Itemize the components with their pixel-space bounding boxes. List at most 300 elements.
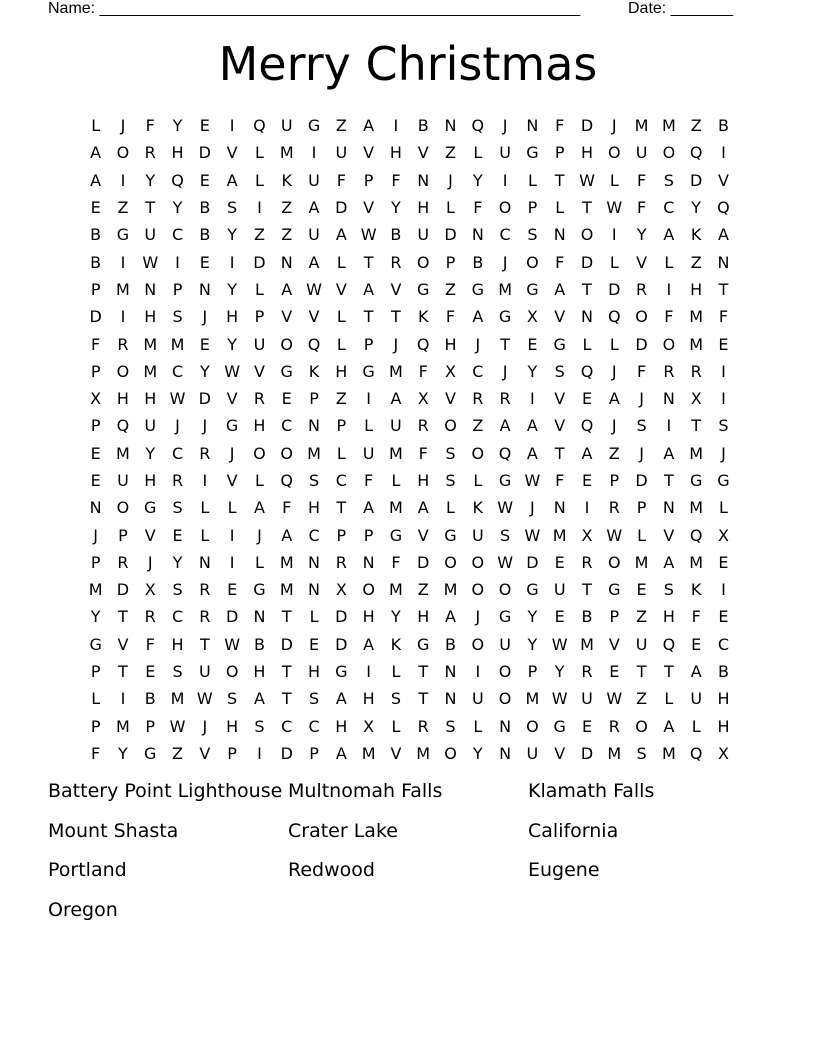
grid-letter[interactable]: T: [582, 580, 592, 600]
grid-letter[interactable]: V: [417, 525, 429, 545]
grid-letter[interactable]: B: [717, 662, 729, 682]
grid-letter[interactable]: H: [580, 143, 593, 163]
grid-letter[interactable]: H: [417, 471, 430, 490]
grid-letter[interactable]: W: [196, 689, 213, 709]
grid-letter[interactable]: Q: [471, 116, 485, 136]
grid-letter[interactable]: M: [389, 580, 403, 600]
grid-letter[interactable]: M: [416, 743, 431, 763]
grid-letter[interactable]: E: [199, 170, 210, 190]
grid-letter[interactable]: N: [198, 552, 211, 572]
grid-letter[interactable]: I: [229, 116, 235, 136]
grid-letter[interactable]: L: [719, 498, 728, 518]
grid-letter[interactable]: I: [666, 279, 672, 299]
grid-letter[interactable]: A: [663, 443, 675, 463]
grid-letter[interactable]: S: [254, 716, 265, 736]
grid-letter[interactable]: N: [471, 225, 484, 245]
grid-letter[interactable]: U: [499, 143, 511, 163]
grid-letter[interactable]: S: [718, 416, 729, 436]
grid-letter[interactable]: M: [661, 116, 676, 136]
grid-letter[interactable]: R: [199, 580, 211, 600]
grid-letter[interactable]: P: [527, 198, 538, 218]
grid-letter[interactable]: L: [609, 252, 619, 272]
grid-letter[interactable]: G: [526, 143, 539, 163]
grid-letter[interactable]: A: [308, 252, 320, 272]
grid-letter[interactable]: E: [691, 634, 702, 654]
grid-letter[interactable]: P: [145, 716, 156, 736]
grid-letter[interactable]: U: [635, 143, 648, 163]
grid-letter[interactable]: Y: [472, 743, 483, 763]
grid-letter[interactable]: M: [634, 116, 649, 136]
grid-letter[interactable]: T: [281, 607, 292, 627]
grid-letter[interactable]: T: [418, 689, 429, 709]
grid-letter[interactable]: E: [609, 662, 620, 682]
grid-letter[interactable]: R: [199, 443, 211, 463]
grid-letter[interactable]: E: [145, 662, 156, 682]
grid-letter[interactable]: L: [200, 525, 210, 545]
grid-letter[interactable]: I: [202, 471, 208, 490]
grid-letter[interactable]: C: [472, 361, 484, 381]
grid-letter[interactable]: G: [335, 662, 348, 682]
grid-letter[interactable]: T: [118, 607, 128, 627]
grid-letter[interactable]: K: [690, 225, 702, 245]
grid-letter[interactable]: A: [281, 279, 293, 299]
grid-letter[interactable]: A: [335, 743, 347, 763]
grid-letter[interactable]: F: [636, 198, 647, 218]
grid-letter[interactable]: S: [227, 198, 238, 218]
grid-letter[interactable]: H: [690, 279, 703, 299]
grid-letter[interactable]: J: [530, 498, 535, 518]
grid-letter[interactable]: U: [335, 143, 348, 163]
grid-letter[interactable]: R: [117, 552, 129, 572]
grid-letter[interactable]: V: [226, 389, 238, 409]
grid-letter[interactable]: Z: [690, 252, 702, 272]
grid-letter[interactable]: Y: [145, 443, 156, 463]
grid-letter[interactable]: P: [309, 389, 319, 409]
grid-letter[interactable]: D: [335, 607, 348, 627]
grid-letter[interactable]: A: [690, 662, 702, 682]
grid-letter[interactable]: U: [117, 471, 129, 490]
grid-letter[interactable]: P: [609, 471, 620, 490]
grid-letter[interactable]: W: [169, 716, 186, 736]
grid-letter[interactable]: W: [551, 689, 568, 709]
grid-letter[interactable]: A: [281, 525, 293, 545]
grid-letter[interactable]: Q: [717, 198, 730, 218]
grid-letter[interactable]: N: [499, 716, 512, 736]
grid-letter[interactable]: H: [226, 307, 239, 327]
grid-letter[interactable]: B: [445, 634, 456, 654]
grid-letter[interactable]: G: [417, 279, 430, 299]
grid-letter[interactable]: T: [554, 170, 565, 190]
grid-letter[interactable]: Z: [445, 279, 456, 299]
grid-letter[interactable]: I: [502, 170, 508, 190]
grid-letter[interactable]: J: [120, 116, 126, 136]
grid-letter[interactable]: S: [172, 662, 183, 682]
grid-letter[interactable]: O: [498, 580, 512, 600]
grid-letter[interactable]: R: [417, 716, 429, 736]
grid-letter[interactable]: F: [145, 634, 155, 654]
grid-letter[interactable]: D: [608, 279, 621, 299]
grid-letter[interactable]: W: [606, 689, 623, 709]
grid-letter[interactable]: O: [116, 361, 130, 381]
grid-letter[interactable]: O: [225, 662, 239, 682]
grid-letter[interactable]: Y: [172, 198, 183, 218]
grid-letter[interactable]: T: [718, 279, 729, 299]
grid-letter[interactable]: V: [335, 279, 347, 299]
grid-letter[interactable]: X: [417, 389, 429, 409]
grid-letter[interactable]: P: [554, 143, 565, 163]
grid-letter[interactable]: O: [116, 498, 130, 518]
grid-letter[interactable]: I: [229, 525, 235, 545]
grid-letter[interactable]: N: [89, 498, 102, 518]
grid-letter[interactable]: A: [499, 416, 511, 436]
grid-letter[interactable]: O: [471, 580, 485, 600]
grid-letter[interactable]: R: [581, 552, 593, 572]
grid-letter[interactable]: L: [609, 334, 619, 354]
grid-letter[interactable]: I: [257, 743, 262, 763]
grid-letter[interactable]: F: [636, 170, 647, 190]
grid-letter[interactable]: D: [280, 634, 293, 654]
grid-letter[interactable]: W: [497, 552, 514, 572]
grid-letter[interactable]: S: [308, 689, 320, 709]
grid-letter[interactable]: F: [364, 471, 374, 490]
grid-letter[interactable]: G: [608, 580, 621, 600]
grid-letter[interactable]: I: [120, 307, 126, 327]
grid-letter[interactable]: F: [636, 361, 647, 381]
grid-letter[interactable]: Z: [608, 443, 620, 463]
grid-letter[interactable]: L: [227, 498, 237, 518]
grid-letter[interactable]: D: [253, 252, 266, 272]
grid-letter[interactable]: Q: [171, 170, 184, 190]
grid-letter[interactable]: V: [445, 389, 456, 409]
grid-letter[interactable]: O: [471, 443, 485, 463]
grid-letter[interactable]: N: [499, 743, 512, 763]
grid-letter[interactable]: R: [144, 143, 156, 163]
grid-letter[interactable]: S: [390, 689, 401, 709]
grid-letter[interactable]: I: [311, 143, 317, 163]
grid-letter[interactable]: L: [446, 198, 455, 218]
grid-letter[interactable]: G: [498, 307, 512, 327]
grid-letter[interactable]: I: [721, 580, 726, 600]
grid-letter[interactable]: L: [200, 498, 210, 518]
grid-letter[interactable]: T: [363, 252, 374, 272]
grid-letter[interactable]: S: [445, 716, 456, 736]
grid-letter[interactable]: U: [308, 170, 320, 190]
grid-letter[interactable]: F: [555, 252, 565, 272]
grid-letter[interactable]: H: [717, 716, 730, 736]
grid-letter[interactable]: H: [662, 607, 675, 627]
grid-letter[interactable]: N: [308, 580, 320, 600]
grid-letter[interactable]: Q: [253, 116, 266, 136]
grid-letter[interactable]: R: [608, 716, 620, 736]
grid-letter[interactable]: F: [691, 607, 701, 627]
grid-letter[interactable]: M: [116, 279, 130, 299]
grid-letter[interactable]: W: [306, 279, 322, 299]
grid-letter[interactable]: J: [721, 443, 726, 463]
grid-letter[interactable]: W: [142, 252, 159, 272]
grid-letter[interactable]: S: [554, 361, 565, 381]
grid-letter[interactable]: W: [169, 389, 186, 409]
grid-letter[interactable]: J: [639, 443, 644, 463]
grid-letter[interactable]: D: [690, 170, 703, 190]
grid-letter[interactable]: V: [363, 198, 375, 218]
grid-letter[interactable]: A: [445, 607, 456, 627]
grid-letter[interactable]: R: [608, 498, 620, 518]
grid-letter[interactable]: Q: [580, 361, 594, 381]
grid-letter[interactable]: W: [360, 225, 377, 245]
grid-letter[interactable]: V: [554, 416, 566, 436]
grid-letter[interactable]: H: [171, 143, 184, 163]
grid-letter[interactable]: V: [281, 307, 293, 327]
grid-letter[interactable]: T: [336, 498, 347, 518]
grid-letter[interactable]: T: [281, 689, 292, 709]
grid-letter[interactable]: T: [582, 198, 592, 218]
grid-letter[interactable]: L: [473, 716, 483, 736]
grid-letter[interactable]: O: [116, 143, 130, 163]
grid-letter[interactable]: O: [526, 716, 539, 736]
grid-letter[interactable]: X: [717, 525, 729, 545]
grid-letter[interactable]: Y: [118, 743, 128, 763]
grid-letter[interactable]: R: [499, 389, 511, 409]
grid-letter[interactable]: C: [335, 471, 347, 490]
grid-letter[interactable]: K: [472, 498, 484, 518]
grid-letter[interactable]: T: [281, 662, 292, 682]
grid-letter[interactable]: E: [636, 580, 647, 600]
grid-letter[interactable]: Q: [689, 525, 703, 545]
grid-letter[interactable]: E: [281, 389, 292, 409]
grid-letter[interactable]: D: [580, 116, 594, 136]
grid-letter[interactable]: S: [308, 471, 320, 490]
grid-letter[interactable]: U: [635, 634, 648, 654]
grid-letter[interactable]: M: [661, 743, 676, 763]
grid-letter[interactable]: L: [336, 307, 346, 327]
grid-letter[interactable]: Y: [391, 607, 401, 627]
grid-letter[interactable]: J: [393, 334, 399, 354]
grid-letter[interactable]: O: [362, 580, 375, 600]
grid-letter[interactable]: M: [580, 634, 594, 654]
grid-letter[interactable]: M: [143, 334, 158, 354]
grid-letter[interactable]: H: [144, 471, 157, 490]
grid-letter[interactable]: Z: [253, 225, 265, 245]
grid-letter[interactable]: I: [120, 252, 126, 272]
grid-letter[interactable]: J: [147, 552, 153, 572]
grid-letter[interactable]: O: [280, 334, 294, 354]
grid-letter[interactable]: M: [116, 716, 130, 736]
grid-letter[interactable]: F: [336, 170, 346, 190]
grid-letter[interactable]: A: [526, 416, 538, 436]
grid-letter[interactable]: Y: [472, 170, 483, 190]
grid-letter[interactable]: V: [554, 389, 566, 409]
grid-letter[interactable]: X: [690, 389, 702, 409]
grid-letter[interactable]: P: [363, 170, 374, 190]
grid-letter[interactable]: H: [717, 689, 730, 709]
grid-letter[interactable]: O: [444, 552, 457, 572]
grid-letter[interactable]: S: [445, 443, 456, 463]
grid-letter[interactable]: M: [307, 443, 321, 463]
grid-letter[interactable]: D: [444, 225, 457, 245]
grid-letter[interactable]: F: [391, 170, 401, 190]
grid-letter[interactable]: J: [502, 252, 508, 272]
grid-letter[interactable]: J: [475, 607, 481, 627]
grid-letter[interactable]: F: [418, 443, 428, 463]
grid-letter[interactable]: Q: [416, 334, 430, 354]
grid-letter[interactable]: Y: [391, 198, 401, 218]
grid-letter[interactable]: M: [689, 307, 704, 327]
grid-letter[interactable]: A: [472, 307, 484, 327]
grid-letter[interactable]: Z: [636, 689, 648, 709]
grid-letter[interactable]: Q: [662, 634, 676, 654]
grid-letter[interactable]: I: [229, 552, 235, 572]
grid-letter[interactable]: Z: [335, 116, 347, 136]
grid-letter[interactable]: D: [116, 580, 130, 600]
grid-letter[interactable]: U: [144, 416, 157, 436]
grid-letter[interactable]: B: [144, 689, 156, 709]
grid-letter[interactable]: J: [175, 416, 180, 436]
grid-letter[interactable]: L: [254, 279, 264, 299]
grid-letter[interactable]: I: [721, 361, 726, 381]
grid-letter[interactable]: G: [225, 416, 239, 436]
grid-letter[interactable]: G: [471, 279, 484, 299]
grid-letter[interactable]: E: [199, 116, 210, 136]
grid-letter[interactable]: N: [581, 307, 593, 327]
grid-letter[interactable]: W: [579, 170, 595, 190]
grid-letter[interactable]: H: [116, 389, 129, 409]
grid-letter[interactable]: G: [553, 716, 566, 736]
grid-letter[interactable]: N: [662, 498, 675, 518]
grid-letter[interactable]: X: [581, 525, 593, 545]
grid-letter[interactable]: X: [445, 361, 456, 381]
grid-letter[interactable]: A: [663, 716, 675, 736]
grid-letter[interactable]: S: [172, 498, 183, 518]
grid-letter[interactable]: Y: [636, 225, 647, 245]
grid-letter[interactable]: U: [198, 662, 211, 682]
grid-letter[interactable]: B: [199, 198, 211, 218]
grid-letter[interactable]: A: [663, 225, 675, 245]
grid-letter[interactable]: P: [363, 525, 374, 545]
grid-letter[interactable]: Z: [690, 116, 702, 136]
grid-letter[interactable]: N: [417, 170, 430, 190]
grid-letter[interactable]: L: [336, 334, 346, 354]
grid-letter[interactable]: S: [227, 689, 238, 709]
grid-letter[interactable]: H: [144, 389, 157, 409]
grid-letter[interactable]: Y: [145, 170, 156, 190]
grid-letter[interactable]: P: [90, 361, 101, 381]
grid-letter[interactable]: C: [171, 225, 184, 245]
grid-letter[interactable]: H: [171, 634, 184, 654]
grid-letter[interactable]: P: [90, 662, 101, 682]
grid-letter[interactable]: V: [417, 143, 429, 163]
grid-letter[interactable]: P: [609, 607, 620, 627]
grid-letter[interactable]: F: [664, 307, 674, 327]
grid-letter[interactable]: V: [636, 252, 648, 272]
grid-letter[interactable]: U: [471, 689, 484, 709]
grid-letter[interactable]: P: [336, 416, 347, 436]
grid-letter[interactable]: O: [498, 198, 512, 218]
grid-letter[interactable]: I: [229, 252, 235, 272]
grid-letter[interactable]: L: [391, 716, 401, 736]
grid-letter[interactable]: U: [390, 416, 402, 436]
grid-letter[interactable]: L: [664, 689, 674, 709]
grid-letter[interactable]: V: [554, 307, 566, 327]
grid-letter[interactable]: T: [691, 416, 702, 436]
grid-letter[interactable]: N: [144, 279, 157, 299]
grid-letter[interactable]: I: [393, 116, 399, 136]
grid-letter[interactable]: E: [90, 443, 101, 463]
grid-letter[interactable]: U: [499, 634, 511, 654]
grid-letter[interactable]: Z: [445, 143, 456, 163]
grid-letter[interactable]: H: [417, 198, 430, 218]
grid-letter[interactable]: V: [144, 525, 156, 545]
grid-letter[interactable]: M: [689, 552, 704, 572]
grid-letter[interactable]: L: [637, 525, 647, 545]
grid-letter[interactable]: E: [199, 334, 210, 354]
grid-letter[interactable]: L: [473, 471, 483, 490]
grid-letter[interactable]: N: [444, 689, 457, 709]
grid-letter[interactable]: Z: [117, 198, 129, 218]
grid-letter[interactable]: N: [553, 498, 566, 518]
grid-letter[interactable]: E: [554, 552, 565, 572]
grid-letter[interactable]: Y: [199, 361, 210, 381]
grid-letter[interactable]: L: [91, 689, 101, 709]
grid-letter[interactable]: E: [718, 334, 729, 354]
grid-letter[interactable]: F: [91, 743, 101, 763]
grid-letter[interactable]: L: [91, 116, 101, 136]
grid-letter[interactable]: Y: [227, 279, 238, 299]
grid-letter[interactable]: I: [475, 662, 481, 682]
grid-letter[interactable]: N: [717, 252, 730, 272]
grid-letter[interactable]: X: [526, 307, 538, 327]
grid-letter[interactable]: O: [607, 143, 621, 163]
grid-letter[interactable]: L: [336, 252, 346, 272]
grid-letter[interactable]: O: [607, 552, 621, 572]
grid-letter[interactable]: N: [444, 116, 457, 136]
grid-letter[interactable]: A: [363, 116, 375, 136]
grid-letter[interactable]: S: [172, 580, 183, 600]
grid-letter[interactable]: S: [172, 307, 183, 327]
grid-letter[interactable]: D: [635, 471, 648, 490]
grid-letter[interactable]: Z: [335, 389, 347, 409]
grid-letter[interactable]: K: [308, 361, 320, 381]
grid-letter[interactable]: N: [662, 389, 675, 409]
grid-letter[interactable]: E: [90, 198, 101, 218]
grid-letter[interactable]: D: [580, 743, 594, 763]
grid-letter[interactable]: C: [281, 716, 293, 736]
grid-letter[interactable]: A: [608, 389, 620, 409]
grid-letter[interactable]: P: [527, 662, 538, 682]
grid-letter[interactable]: U: [553, 580, 566, 600]
grid-letter[interactable]: K: [281, 170, 292, 190]
grid-letter[interactable]: D: [335, 634, 348, 654]
grid-letter[interactable]: J: [502, 116, 508, 136]
grid-letter[interactable]: F: [91, 334, 101, 354]
grid-letter[interactable]: T: [582, 279, 592, 299]
grid-letter[interactable]: M: [170, 689, 185, 709]
grid-letter[interactable]: L: [364, 416, 374, 436]
grid-letter[interactable]: A: [581, 443, 593, 463]
grid-letter[interactable]: M: [443, 580, 458, 600]
grid-letter[interactable]: A: [335, 225, 347, 245]
grid-letter[interactable]: E: [718, 607, 729, 627]
grid-letter[interactable]: N: [308, 552, 320, 572]
grid-letter[interactable]: X: [335, 580, 347, 600]
grid-letter[interactable]: O: [471, 634, 485, 654]
grid-letter[interactable]: A: [718, 225, 729, 245]
grid-letter[interactable]: D: [335, 198, 348, 218]
grid-letter[interactable]: W: [224, 361, 241, 381]
grid-letter[interactable]: Z: [281, 198, 293, 218]
grid-letter[interactable]: D: [580, 252, 594, 272]
grid-letter[interactable]: I: [366, 389, 371, 409]
grid-letter[interactable]: R: [171, 471, 184, 490]
